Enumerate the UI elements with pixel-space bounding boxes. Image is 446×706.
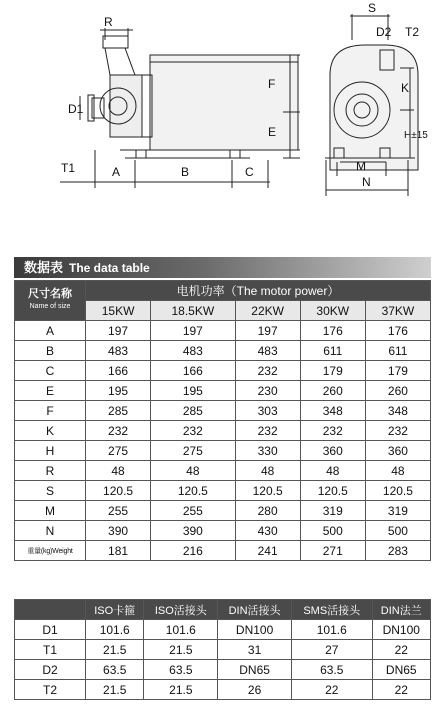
row-label: E bbox=[15, 381, 86, 401]
row-label: F bbox=[15, 401, 86, 421]
table-cell: 285 bbox=[151, 401, 235, 421]
table-cell: 197 bbox=[86, 321, 151, 341]
row-label: A bbox=[15, 321, 86, 341]
table-cell: 63.5 bbox=[291, 660, 372, 680]
table-cell: 500 bbox=[300, 521, 365, 541]
row-label: D2 bbox=[15, 660, 86, 680]
table-cell: 260 bbox=[365, 381, 430, 401]
label-M: M bbox=[356, 159, 366, 173]
table-cell: 232 bbox=[300, 421, 365, 441]
table-cell: 101.6 bbox=[144, 620, 218, 640]
row-label: K bbox=[15, 421, 86, 441]
table-cell: 31 bbox=[218, 640, 292, 660]
connection-column-header: SMS活接头 bbox=[291, 600, 372, 620]
table-row bbox=[15, 541, 431, 561]
power-column-header: 37KW bbox=[365, 301, 430, 321]
table-cell: 430 bbox=[235, 521, 300, 541]
table-cell: 483 bbox=[235, 341, 300, 361]
table-cell: 360 bbox=[365, 441, 430, 461]
table-cell: 21.5 bbox=[144, 680, 218, 700]
table-row bbox=[15, 401, 431, 421]
table-cell: 26 bbox=[218, 680, 292, 700]
table-cell: 181 bbox=[86, 541, 151, 561]
label-C: C bbox=[245, 165, 254, 179]
row-label: D1 bbox=[15, 620, 86, 640]
table-cell: 232 bbox=[86, 421, 151, 441]
table-cell: 280 bbox=[235, 501, 300, 521]
table-row bbox=[15, 441, 431, 461]
table-row bbox=[15, 361, 431, 381]
table-cell: 22 bbox=[291, 680, 372, 700]
table-cell: 232 bbox=[151, 421, 235, 441]
table-cell: 348 bbox=[300, 401, 365, 421]
table-cell: 197 bbox=[235, 321, 300, 341]
table-cell: 48 bbox=[86, 461, 151, 481]
title-cn: 数据表 bbox=[24, 260, 64, 275]
row-label: M bbox=[15, 501, 86, 521]
connection-corner bbox=[15, 600, 86, 620]
table-cell: 275 bbox=[151, 441, 235, 461]
label-K: K bbox=[401, 81, 410, 95]
table-cell: 48 bbox=[300, 461, 365, 481]
label-T2: T2 bbox=[405, 25, 420, 39]
table-cell: DN100 bbox=[218, 620, 292, 640]
power-column-header: 18.5KW bbox=[151, 301, 235, 321]
table-cell: 21.5 bbox=[86, 680, 144, 700]
row-label: T2 bbox=[15, 680, 86, 700]
table-cell: 232 bbox=[235, 421, 300, 441]
label-A: A bbox=[112, 165, 121, 179]
table-cell: 195 bbox=[86, 381, 151, 401]
table-cell: 21.5 bbox=[144, 640, 218, 660]
table-cell: 390 bbox=[151, 521, 235, 541]
table-row bbox=[15, 481, 431, 501]
table-cell: 120.5 bbox=[86, 481, 151, 501]
label-F: F bbox=[268, 77, 276, 91]
power-column-header: 22KW bbox=[235, 301, 300, 321]
table-cell: 22 bbox=[372, 680, 430, 700]
row-label: H bbox=[15, 441, 86, 461]
label-S: S bbox=[368, 1, 377, 15]
motor-power-table bbox=[14, 280, 431, 561]
corner-en: Name of size bbox=[29, 303, 71, 310]
table-cell: 166 bbox=[86, 361, 151, 381]
label-E: E bbox=[268, 125, 277, 139]
table-row bbox=[15, 620, 431, 640]
table-cell: 500 bbox=[365, 521, 430, 541]
label-B: B bbox=[181, 165, 190, 179]
table-cell: 360 bbox=[300, 441, 365, 461]
row-label: R bbox=[15, 461, 86, 481]
table-cell: 22 bbox=[372, 640, 430, 660]
table-cell: DN65 bbox=[218, 660, 292, 680]
table-cell: 241 bbox=[235, 541, 300, 561]
connection-column-header: ISO卡箍 bbox=[86, 600, 144, 620]
table-cell: 120.5 bbox=[151, 481, 235, 501]
table-cell: 483 bbox=[86, 341, 151, 361]
table-cell: 483 bbox=[151, 341, 235, 361]
table-cell: 63.5 bbox=[86, 660, 144, 680]
table-cell: 216 bbox=[151, 541, 235, 561]
label-D1: D1 bbox=[68, 102, 84, 116]
row-label: N bbox=[15, 521, 86, 541]
table-cell: 255 bbox=[86, 501, 151, 521]
label-T1: T1 bbox=[61, 161, 76, 175]
power-column-header: 30KW bbox=[300, 301, 365, 321]
table-row bbox=[15, 381, 431, 401]
table-cell: 275 bbox=[86, 441, 151, 461]
table-cell: 27 bbox=[291, 640, 372, 660]
table-cell: 120.5 bbox=[235, 481, 300, 501]
connection-column-header: DIN活接头 bbox=[218, 600, 292, 620]
table-cell: 330 bbox=[235, 441, 300, 461]
label-H15: H±15 bbox=[404, 130, 428, 141]
table-cell: 260 bbox=[300, 381, 365, 401]
table-row bbox=[15, 660, 431, 680]
table-cell: 285 bbox=[86, 401, 151, 421]
table-row bbox=[15, 501, 431, 521]
table-row bbox=[15, 421, 431, 441]
table-cell: 48 bbox=[365, 461, 430, 481]
table-cell: 176 bbox=[300, 321, 365, 341]
table-row bbox=[15, 321, 431, 341]
table-cell: 176 bbox=[365, 321, 430, 341]
row-label: B bbox=[15, 341, 86, 361]
table-cell: 255 bbox=[151, 501, 235, 521]
label-R: R bbox=[104, 15, 113, 29]
label-N: N bbox=[362, 175, 371, 189]
title-en: The data table bbox=[69, 261, 150, 275]
table-cell: 611 bbox=[365, 341, 430, 361]
connection-header-row bbox=[15, 600, 431, 620]
row-label: S bbox=[15, 481, 86, 501]
table-cell: 611 bbox=[300, 341, 365, 361]
table-row bbox=[15, 521, 431, 541]
table-cell: 179 bbox=[300, 361, 365, 381]
table-row bbox=[15, 640, 431, 660]
row-label: T1 bbox=[15, 640, 86, 660]
table-cell: 120.5 bbox=[300, 481, 365, 501]
table-row bbox=[15, 461, 431, 481]
connection-column-header: DIN法兰 bbox=[372, 600, 430, 620]
table-row bbox=[15, 341, 431, 361]
table-cell: 230 bbox=[235, 381, 300, 401]
corner-cn: 尺寸名称 bbox=[28, 288, 72, 300]
table-cell: 283 bbox=[365, 541, 430, 561]
table-cell: 120.5 bbox=[365, 481, 430, 501]
table-cell: 101.6 bbox=[291, 620, 372, 640]
table-cell: 390 bbox=[86, 521, 151, 541]
table-cell: 232 bbox=[235, 361, 300, 381]
power-column-header: 15KW bbox=[86, 301, 151, 321]
table-cell: DN100 bbox=[372, 620, 430, 640]
table-cell: 179 bbox=[365, 361, 430, 381]
table-cell: 195 bbox=[151, 381, 235, 401]
pump-technical-drawing bbox=[0, 0, 446, 205]
table-cell: 271 bbox=[300, 541, 365, 561]
table-cell: 303 bbox=[235, 401, 300, 421]
table-cell: 232 bbox=[365, 421, 430, 441]
table-cell: 319 bbox=[300, 501, 365, 521]
table-cell: 48 bbox=[151, 461, 235, 481]
connection-column-header: ISO活接头 bbox=[144, 600, 218, 620]
label-D2: D2 bbox=[376, 25, 392, 39]
table-cell: DN65 bbox=[372, 660, 430, 680]
data-table-title bbox=[14, 257, 431, 278]
connection-table bbox=[14, 599, 431, 700]
table-cell: 101.6 bbox=[86, 620, 144, 640]
table-cell: 348 bbox=[365, 401, 430, 421]
row-label: C bbox=[15, 361, 86, 381]
table-cell: 63.5 bbox=[144, 660, 218, 680]
table-cell: 197 bbox=[151, 321, 235, 341]
table-cell: 319 bbox=[365, 501, 430, 521]
corner-header bbox=[15, 281, 86, 321]
motor-power-header: 电机功率（The motor power） bbox=[86, 281, 431, 301]
row-label: 重量(kg)Weight bbox=[15, 541, 86, 561]
table-cell: 166 bbox=[151, 361, 235, 381]
table-row bbox=[15, 680, 431, 700]
table-cell: 48 bbox=[235, 461, 300, 481]
table-cell: 21.5 bbox=[86, 640, 144, 660]
